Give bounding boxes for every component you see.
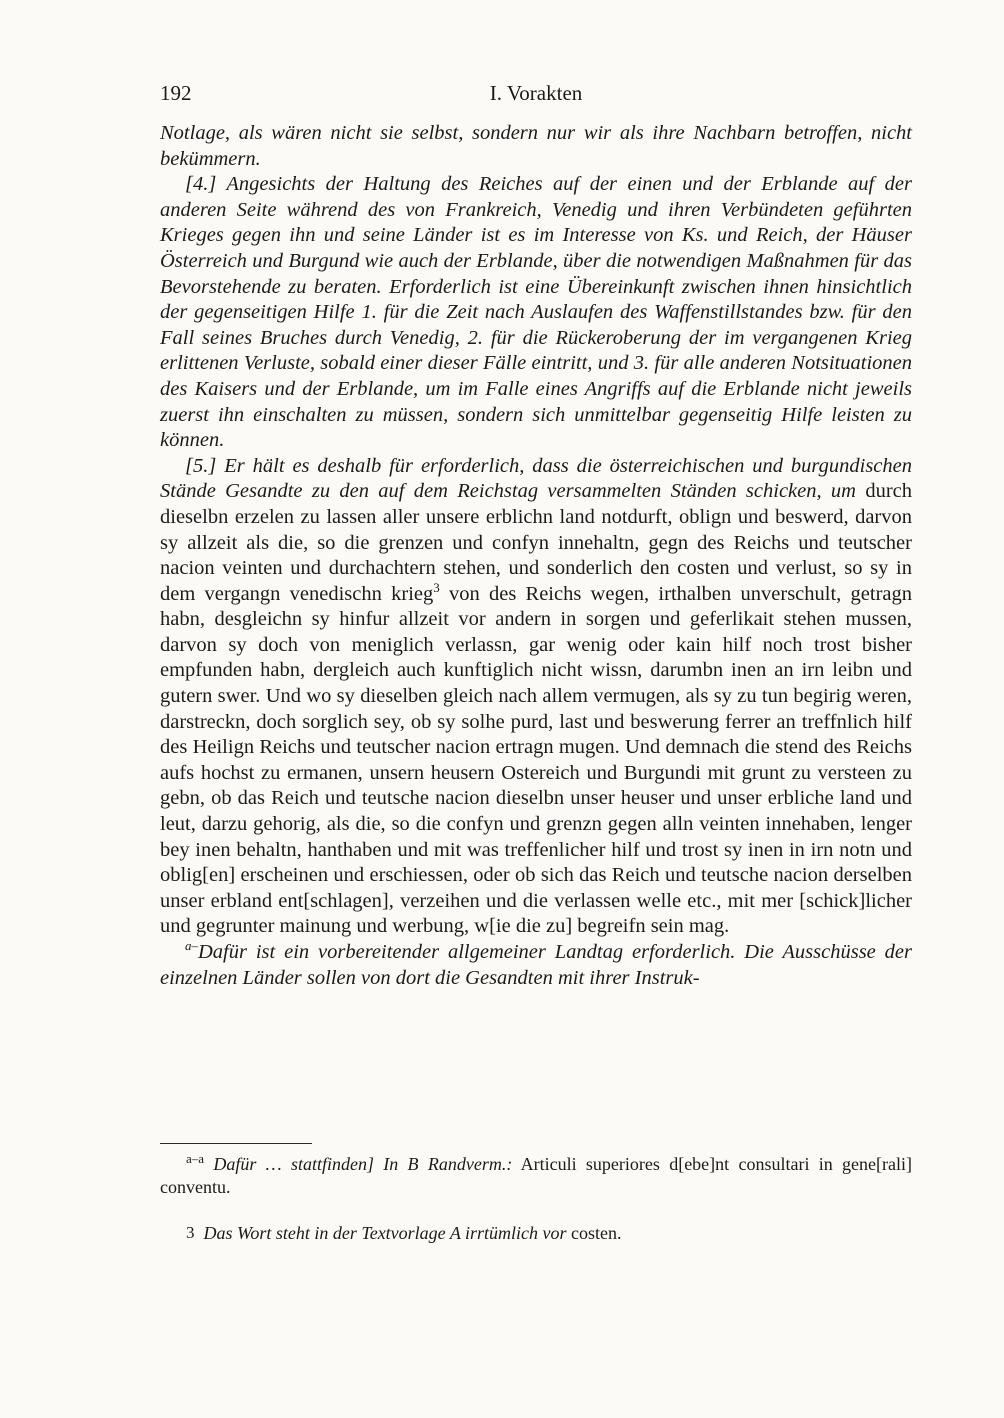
footnote-lemma: Dafür … stattfinden] In B Randverm.: bbox=[213, 1154, 513, 1174]
paragraph-continuation bbox=[160, 121, 912, 172]
footnote-variant bbox=[160, 1153, 912, 1199]
variant-ref-marker: a– bbox=[185, 938, 198, 954]
footnote-3-number: 3 bbox=[186, 1223, 195, 1242]
page-number: 192 bbox=[160, 81, 192, 105]
page-content bbox=[160, 80, 912, 991]
footnote-text: costen. bbox=[571, 1223, 622, 1243]
source-text-segment: von des Reichs wegen, irthalben unverschult, getragn habn, desgleichn sy hinfur allzeit vor andern in sorgen und geferlikait stehen mussen, darvon sy doch von meniglich verlassn, gar wenig oder kain hilf noch trost bisher empfunden habn, dergleich auch kunftiglich nicht wissn, darumbn inen an irn leibn und gutern swer. Und wo sy dieselben gleich nach allem vermugen, als sy zu tun begirig weren, darstreckn, doch sorglich sey, ob sy solhe purd, last und beswerung ferrer an treffnlich hilf des Heilign Reichs und teutscher nacion ertragn mugen. Und demnach die stend des Reichs aufs hochst zu ermanen, unsern heusern Ostereich und Burgundi mit grunt zu versteen zu gebn, ob das Reich und teutsche nacion dieselbn unser heuser und unser erbliche land und leut, darzu gehorig, als die, so die confyn und grenzn gegen alln veinten innehaben, lenger bey inen behaltn, hanthaben und mit was treffenlicher hilf und trost sy inen in irn notn und oblig[en] erscheinen und erschiessen, oder ob sich das Reich und teutsche nacion derselben unser erbland ent[schlagen], verzeihen und die verlassen welle etc., mit mer [schick]licher und gegrunter mainung und werbung, w[ie die zu] begreifn sein mag. bbox=[160, 582, 912, 938]
running-title: I. Vorakten bbox=[489, 81, 583, 105]
footnote-text: Articuli superiores d[ebe]nt consultari in gene[rali] conventu. bbox=[160, 1154, 912, 1197]
footnote-variant-ref: a–a bbox=[186, 1151, 205, 1166]
paragraph-text: Notlage, als wären nicht sie selbst, sondern nur wir als ihre Nachbarn betroffen, nicht bekümmern. bbox=[160, 122, 912, 170]
paragraph-text: [4.] Angesichts der Haltung des Reiches auf der einen und der Erblande auf der anderen Seite während des von Frankreich, Venedig und ihren Verbündeten geführten Krieges gegen ihn und seine Länder ist es im Interesse von Ks. und Reich, der Häuser Österreich und Burgund wie auch der Erblande, über die notwendigen Maßnahmen für das Bevorstehende zu beraten. Erforderlich ist eine Übereinkunft zwischen ihnen hinsichtlich der gegenseitigen Hilfe 1. für die Zeit nach Auslaufen des Waffenstillstandes bzw. für den Fall seines Bruches durch Venedig, 2. für die Rückeroberung der im vergangenen Krieg erlittenen Verluste, sobald einer dieser Fälle eintritt, und 3. für alle anderen Notsituationen des Kaisers und der Erblande, um im Falle eines Angriffs auf die Erblande nicht jeweils zuerst ihn einschalten zu müssen, sondern sich unmittelbar gegenseitig Hilfe leisten zu können. bbox=[160, 173, 912, 452]
source-text-segment: durch dieselbn erzelen zu lassen aller unsere erblichn land notdurft, oblign und beswerd, darvon sy allzeit als die, so die grenzen und confyn innehaltn, gegn des Reichs und teutscher nacion veinten und durchachtern stehen, und sonderlich den costen und verlust, so sy in dem vergangn venedischn krieg bbox=[160, 480, 912, 605]
paragraph-text: Dafür ist ein vorbereitender allgemeiner Landtag erforderlich. Die Ausschüsse der einzelnen Länder sollen von dort die Gesandten mit ihrer Instruk- bbox=[160, 941, 912, 989]
footnote-separator bbox=[160, 1143, 312, 1144]
page-header bbox=[160, 80, 912, 106]
body-text bbox=[160, 121, 912, 991]
footnote-ref-3: 3 bbox=[433, 579, 440, 595]
paragraph-variant bbox=[160, 940, 912, 991]
paragraph-4 bbox=[160, 172, 912, 454]
footnote-3 bbox=[160, 1221, 912, 1245]
footnote-area bbox=[160, 1143, 912, 1245]
summary-text-segment: [5.] Er hält es deshalb für erforderlich, dass die österreichischen und burgundischen Stände Gesandte zu den auf dem Reichstag versammelten Ständen schicken, um bbox=[160, 454, 912, 503]
paragraph-5 bbox=[160, 454, 912, 940]
footnote-text: Das Wort steht in der Textvorlage A irrtümlich vor bbox=[203, 1223, 567, 1243]
